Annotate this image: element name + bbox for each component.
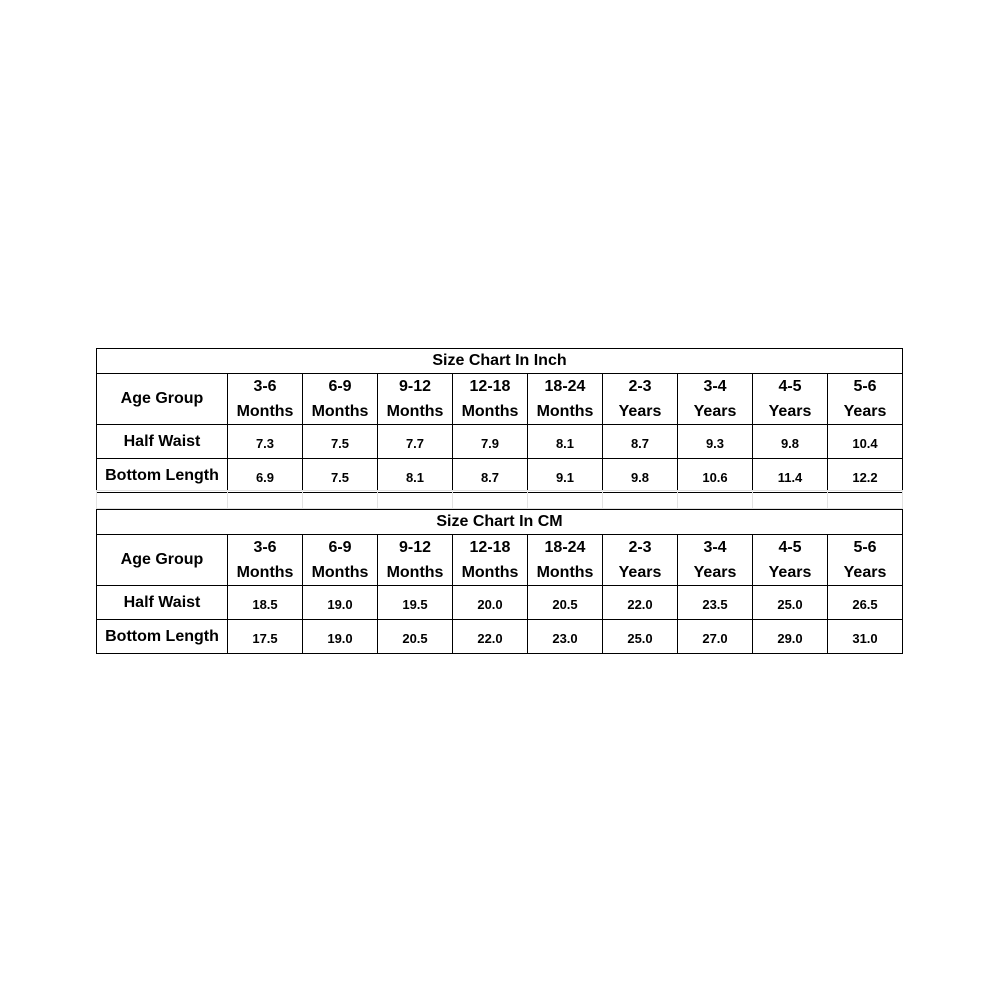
table-cell: 19.0 bbox=[303, 620, 378, 654]
table-cell: 7.3 bbox=[228, 425, 303, 459]
table-cell: 25.0 bbox=[603, 620, 678, 654]
row-label: Age Group bbox=[97, 374, 228, 425]
empty-cell bbox=[828, 491, 903, 509]
age-group-row bbox=[97, 374, 903, 425]
size-chart-cm bbox=[96, 509, 903, 654]
age-group-header: 18-24 Months bbox=[528, 374, 603, 425]
table-cell: 9.3 bbox=[678, 425, 753, 459]
age-group-header: 18-24 Months bbox=[528, 535, 603, 586]
table-cell: 8.1 bbox=[528, 425, 603, 459]
row-label: Bottom Length bbox=[97, 459, 228, 493]
table-cell: 20.5 bbox=[528, 586, 603, 620]
size-chart-inch bbox=[96, 348, 903, 493]
table-cell: 23.0 bbox=[528, 620, 603, 654]
table-cell: 19.5 bbox=[378, 586, 453, 620]
table-cell: 9.1 bbox=[528, 459, 603, 493]
table-cell: 8.7 bbox=[453, 459, 528, 493]
empty-cell bbox=[603, 491, 678, 509]
spacer-row bbox=[96, 490, 903, 509]
row-label: Age Group bbox=[97, 535, 228, 586]
age-group-header: 4-5 Years bbox=[753, 374, 828, 425]
table-cell: 20.5 bbox=[378, 620, 453, 654]
size-table bbox=[96, 373, 903, 493]
age-group-header: 5-6 Years bbox=[828, 535, 903, 586]
table-cell: 20.0 bbox=[453, 586, 528, 620]
table-cell: 31.0 bbox=[828, 620, 903, 654]
table-cell: 11.4 bbox=[753, 459, 828, 493]
empty-cell bbox=[453, 491, 528, 509]
row-label: Bottom Length bbox=[97, 620, 228, 654]
table-cell: 7.5 bbox=[303, 459, 378, 493]
age-group-header: 3-4 Years bbox=[678, 535, 753, 586]
table-cell: 7.5 bbox=[303, 425, 378, 459]
age-group-header: 9-12 Months bbox=[378, 374, 453, 425]
bottom-length-row bbox=[97, 459, 903, 493]
spacer-grid bbox=[96, 490, 903, 509]
chart-title: Size Chart In Inch bbox=[96, 348, 903, 373]
bottom-length-row bbox=[97, 620, 903, 654]
row-label: Half Waist bbox=[97, 425, 228, 459]
table-cell: 8.7 bbox=[603, 425, 678, 459]
half-waist-row bbox=[97, 586, 903, 620]
age-group-header: 2-3 Years bbox=[603, 535, 678, 586]
table-cell: 25.0 bbox=[753, 586, 828, 620]
empty-cell bbox=[228, 491, 303, 509]
age-group-header: 3-4 Years bbox=[678, 374, 753, 425]
table-cell: 23.5 bbox=[678, 586, 753, 620]
age-group-header: 12-18 Months bbox=[453, 374, 528, 425]
age-group-header: 4-5 Years bbox=[753, 535, 828, 586]
table-cell: 12.2 bbox=[828, 459, 903, 493]
table-cell: 7.9 bbox=[453, 425, 528, 459]
table-cell: 22.0 bbox=[603, 586, 678, 620]
table-cell: 27.0 bbox=[678, 620, 753, 654]
empty-cell bbox=[528, 491, 603, 509]
table-cell: 9.8 bbox=[603, 459, 678, 493]
table-cell: 22.0 bbox=[453, 620, 528, 654]
empty-cell bbox=[303, 491, 378, 509]
table-cell: 10.6 bbox=[678, 459, 753, 493]
empty-cell bbox=[753, 491, 828, 509]
chart-title: Size Chart In CM bbox=[96, 509, 903, 534]
row-label: Half Waist bbox=[97, 586, 228, 620]
size-table bbox=[96, 534, 903, 654]
age-group-header: 3-6 Months bbox=[228, 374, 303, 425]
table-cell: 7.7 bbox=[378, 425, 453, 459]
table-cell: 29.0 bbox=[753, 620, 828, 654]
empty-cell bbox=[97, 491, 228, 509]
age-group-header: 6-9 Months bbox=[303, 535, 378, 586]
empty-cell bbox=[378, 491, 453, 509]
age-group-header: 9-12 Months bbox=[378, 535, 453, 586]
table-cell: 10.4 bbox=[828, 425, 903, 459]
age-group-header: 3-6 Months bbox=[228, 535, 303, 586]
half-waist-row bbox=[97, 425, 903, 459]
table-cell: 26.5 bbox=[828, 586, 903, 620]
table-cell: 17.5 bbox=[228, 620, 303, 654]
table-cell: 19.0 bbox=[303, 586, 378, 620]
age-group-header: 5-6 Years bbox=[828, 374, 903, 425]
empty-cell bbox=[678, 491, 753, 509]
age-group-header: 6-9 Months bbox=[303, 374, 378, 425]
age-group-row bbox=[97, 535, 903, 586]
table-cell: 6.9 bbox=[228, 459, 303, 493]
table-cell: 8.1 bbox=[378, 459, 453, 493]
table-cell: 18.5 bbox=[228, 586, 303, 620]
age-group-header: 12-18 Months bbox=[453, 535, 528, 586]
table-cell: 9.8 bbox=[753, 425, 828, 459]
age-group-header: 2-3 Years bbox=[603, 374, 678, 425]
